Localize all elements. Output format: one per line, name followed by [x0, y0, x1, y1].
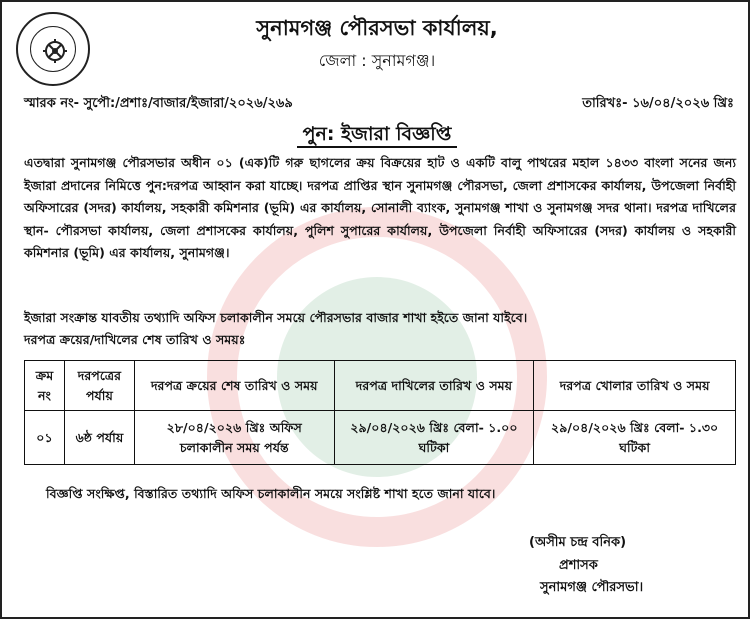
table-header: দরপত্র ক্রয়ের শেষ তারিখ ও সময় [134, 361, 334, 411]
notice-title [2, 120, 750, 152]
table-row [25, 411, 736, 465]
memo-number: স্মারক নং- সুপৌ:/প্রশাঃ/বাজার/ইজারা/২০২৬/২৬৯ [24, 96, 293, 111]
notice-title-text: পুন: ইজারা বিজ্ঞপ্তি [297, 123, 458, 148]
table-cell: ৬ষ্ঠ পর্যায় [64, 411, 134, 465]
table-header: দরপত্রের পর্যায় [64, 361, 134, 411]
office-title: সুনামগঞ্জ পৌরসভা কার্যালয়, [256, 16, 498, 40]
table-header-row [25, 361, 736, 411]
info-line: ইজারা সংক্রান্ত যাবতীয় তথ্যাদি অফিস চলাকালীন সময়ে পৌরসভার বাজার শাখা হইতে জানা যাইবে। [24, 310, 528, 325]
table-cell: ২৮/০৪/২০২৬ খ্রিঃ অফিস চলাকালীন সময় পর্যন্ত [134, 411, 334, 465]
footer-note: বিজ্ঞপ্তি সংক্ষিপ্ত, বিস্তারিত তথ্যাদি অফিস চলাকালীন সময়ে সংশ্লিষ্ট শাখা হতে জানা যাবে। [46, 486, 496, 501]
table-cell: ০১ [25, 411, 65, 465]
table-header: দরপত্র দাখিলের তারিখ ও সময় [334, 361, 534, 411]
signatory-org: সুনামগঞ্জ পৌরসভা। [540, 580, 644, 595]
district-line: জেলা : সুনামগঞ্জ। [318, 51, 436, 70]
table-cell: ২৯/০৪/২০২৬ খ্রিঃ বেলা- ১.০০ ঘটিকা [334, 411, 534, 465]
table-header: ক্রম নং [25, 361, 65, 411]
table-header: দরপত্র খোলার তারিখ ও সময় [534, 361, 736, 411]
notice-body: এতদ্বারা সুনামগঞ্জ পৌরসভার অধীন ০১ (এক)টি গরু ছাগলের ক্রয় বিক্রয়ের হাট ও একটি বালু পাথরের মহাল ১৪৩৩ বাংলা সনের জন্য ইজারা প্রদানের নিমিত্তে পুন:দরপত্র আহ্বান করা যাচ্ছে। দরপত্র প্রাপ্তির স্থান সুনামগঞ্জ পৌরসভা, জেলা প্রশাসকের কার্যালয়, উপজেলা নির্বাহী অফিসারের (সদর) কার্যালয়, সহকারী কমিশনার (ভূমি) এর কার্যালয়, সোনালী ব্যাংক, সুনামগঞ্জ শাখা ও সুনামগঞ্জ সদর থানা। দরপত্র দাখিলের স্থান- পৌরসভা কার্যালয়, জেলা প্রশাসকের কার্যালয়, পুলিশ সুপারের কার্যালয়, উপজেলা নির্বাহী অফিসারের (সদর) কার্যালয় ও সহকারী কমিশনার (ভূমি) এর কার্যালয়, সুনামগঞ্জ। [24, 155, 736, 261]
signatory-role: প্রশাসক [559, 558, 598, 573]
signatory-name: (অসীম চন্দ্র বনিক) [529, 535, 627, 550]
schedule-table [24, 360, 736, 465]
table-cell: ২৯/০৪/২০২৬ খ্রিঃ বেলা- ১.৩০ ঘটিকা [534, 411, 736, 465]
notice-date: তারিখঃ- ১৬/০৪/২০২৬ খ্রিঃ [582, 96, 734, 111]
schedule-heading: দরপত্র ক্রয়ের/দাখিলের শেষ তারিখ ও সময়ঃ [24, 332, 246, 347]
